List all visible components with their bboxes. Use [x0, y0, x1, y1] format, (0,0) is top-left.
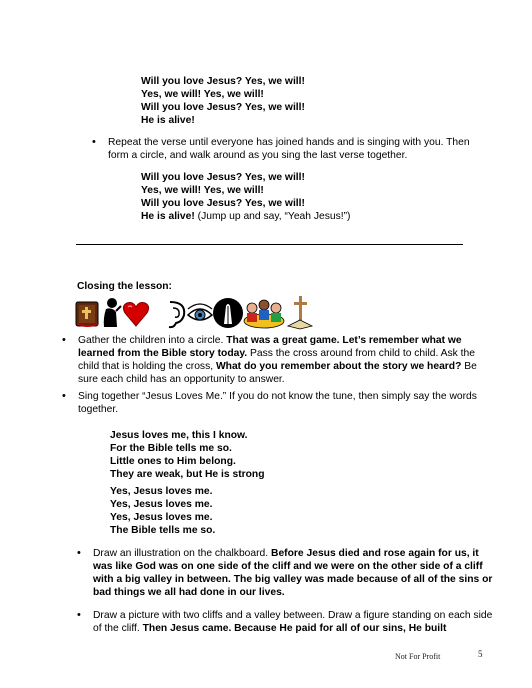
- draw1-text: Draw an illustration on the chalkboard.: [93, 548, 272, 559]
- ear-icon: [169, 302, 184, 327]
- draw1-script: Before Jesus died and rose again for us, it was like God was on one side of the cliff and we were on the other side of a cliff with a big valley in between. The big valley was made because of all of the sins or bad things we all had done in our lives.: [93, 548, 493, 598]
- song-line: The Bible tells me so.: [110, 525, 216, 536]
- sing-instruction: Sing together “Jesus Loves Me.” If you do not know the tune, then simply say the words together.: [78, 391, 477, 415]
- page-number: 5: [478, 649, 483, 659]
- gather-prompt-1: That was a great game. Let’s remember what we learned from the Bible story today.: [78, 335, 462, 359]
- song-line: Yes, Jesus loves me.: [110, 512, 213, 523]
- gather-instruction: [78, 334, 498, 386]
- praying-child-icon: [104, 298, 121, 327]
- bullet-marker: •: [62, 334, 66, 346]
- footer-label: Not For Profit: [395, 652, 441, 661]
- bullet-marker: •: [92, 136, 96, 148]
- repeat-instruction: Repeat the verse until everyone has joined hands and is singing with you. Then form a circle, and walk around as you sing the last verse together.: [108, 137, 470, 161]
- verse2: [141, 171, 351, 223]
- praying-hands-icon: [213, 298, 243, 328]
- song-line: Jesus loves me, this I know.: [110, 430, 248, 441]
- verse-last-note: (Jump up and say, “Yeah Jesus!”): [194, 211, 351, 222]
- children-group-icon: [244, 300, 284, 328]
- gather-text-3: Be sure each child has an opportunity to answer.: [78, 361, 477, 385]
- song-line: Little ones to Him belong.: [110, 456, 236, 467]
- bible-icon: [76, 302, 98, 326]
- lesson-icons: [74, 294, 314, 330]
- cross-bible-icon: [288, 296, 312, 329]
- song-line: Yes, Jesus loves me.: [110, 486, 213, 497]
- song-line: They are weak, but He is strong: [110, 469, 265, 480]
- bullet-marker: •: [77, 547, 81, 559]
- verse-last-bold: He is alive!: [141, 211, 195, 222]
- song-chorus: [110, 485, 215, 537]
- song-line: For the Bible tells me so.: [110, 443, 232, 454]
- heart-icon: [123, 303, 148, 327]
- verse-line: Will you love Jesus? Yes, we will!: [141, 76, 305, 87]
- closing-heading: Closing the lesson:: [77, 281, 172, 292]
- draw-cliffs-instruction: [93, 609, 499, 635]
- verse-line: Yes, we will! Yes, we will!: [141, 89, 264, 100]
- draw-illustration-instruction: [93, 547, 499, 599]
- gather-text-1: Gather the children into a circle.: [78, 335, 227, 346]
- divider: [76, 244, 463, 245]
- verse-line: Will you love Jesus? Yes, we will!: [141, 198, 305, 209]
- bullet-marker: •: [62, 390, 66, 402]
- verse-line: Will you love Jesus? Yes, we will!: [141, 172, 305, 183]
- verse-line: Will you love Jesus? Yes, we will!: [141, 102, 305, 113]
- verse-line: Yes, we will! Yes, we will!: [141, 185, 264, 196]
- verse-last-line: [141, 210, 351, 223]
- gather-text-2: Pass the cross around from child to child. Ask the child that is holding the cross,: [78, 348, 475, 372]
- song-line: Yes, Jesus loves me.: [110, 499, 213, 510]
- song-verse-1: [110, 429, 265, 481]
- eye-icon: [188, 304, 212, 320]
- bullet-marker: •: [77, 609, 81, 621]
- verse1: [141, 75, 305, 127]
- draw2-script: Then Jesus came. Because He paid for all of our sins, He built: [142, 623, 447, 634]
- gather-prompt-2: What do you remember about the story we heard?: [215, 361, 462, 372]
- verse-line: He is alive!: [141, 115, 195, 126]
- draw2-text: Draw a picture with two cliffs and a valley between. Draw a figure standing on each side of the cliff.: [93, 610, 493, 634]
